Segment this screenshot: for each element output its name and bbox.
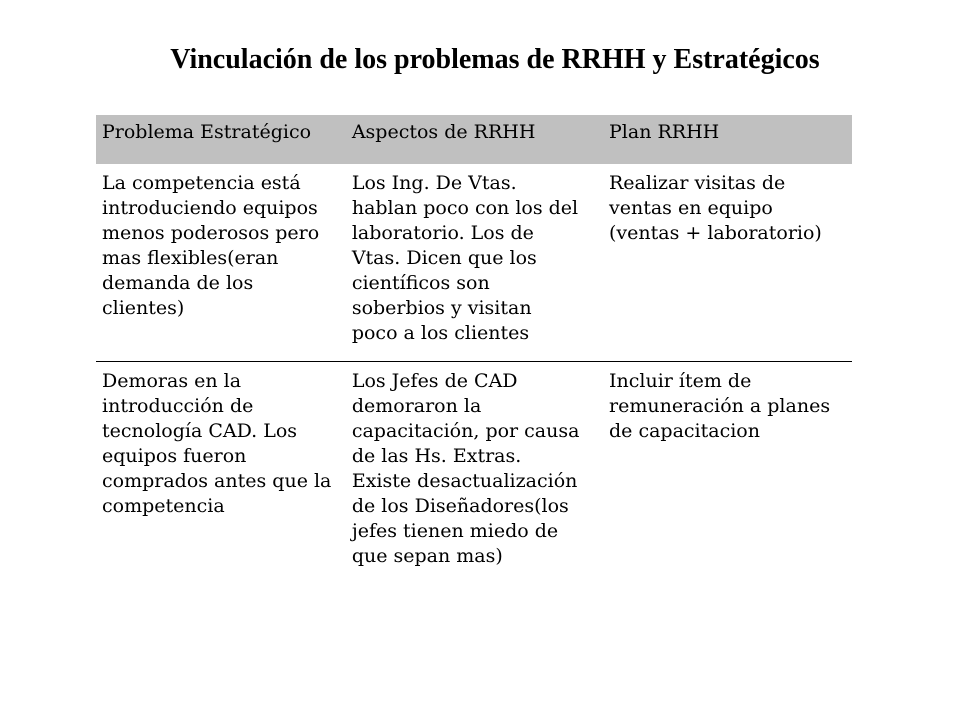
header-problema-estrategico: Problema Estratégico bbox=[96, 115, 352, 164]
slide-title: Vinculación de los problemas de RRHH y Estratégicos bbox=[170, 44, 820, 75]
table-cell bbox=[96, 362, 352, 570]
table-header-row bbox=[96, 115, 852, 164]
cell-text: Demoras en la introducción de tecnología CAD. Los equipos fueron comprados antes que la competencia bbox=[102, 370, 332, 517]
cell-text: Incluir ítem de remuneración a planes de capacitacion bbox=[609, 370, 831, 442]
cell-text: La competencia está introduciendo equipos menos poderosos pero mas flexibles(eran demanda de los clientes) bbox=[102, 172, 320, 319]
table-cell bbox=[352, 164, 609, 362]
table-cell bbox=[609, 362, 852, 570]
hr-strategy-table bbox=[96, 115, 852, 569]
table-row bbox=[96, 362, 852, 570]
cell-text: Realizar visitas de ventas en equipo (ventas + laboratorio) bbox=[609, 172, 822, 244]
table-cell bbox=[609, 164, 852, 362]
table-cell bbox=[352, 362, 609, 570]
header-plan-rrhh: Plan RRHH bbox=[609, 115, 852, 164]
table-row bbox=[96, 164, 852, 362]
cell-text: Los Ing. De Vtas. hablan poco con los del laboratorio. Los de Vtas. Dicen que los científicos son soberbios y visitan poco a los clientes bbox=[351, 172, 579, 344]
header-aspectos-rrhh: Aspectos de RRHH bbox=[352, 115, 609, 164]
table-cell bbox=[96, 164, 352, 362]
cell-text: Los Jefes de CAD demoraron la capacitación, por causa de las Hs. Extras. Existe desactualización de los Diseñadores(los jefes tienen miedo de que sepan mas) bbox=[351, 370, 580, 567]
